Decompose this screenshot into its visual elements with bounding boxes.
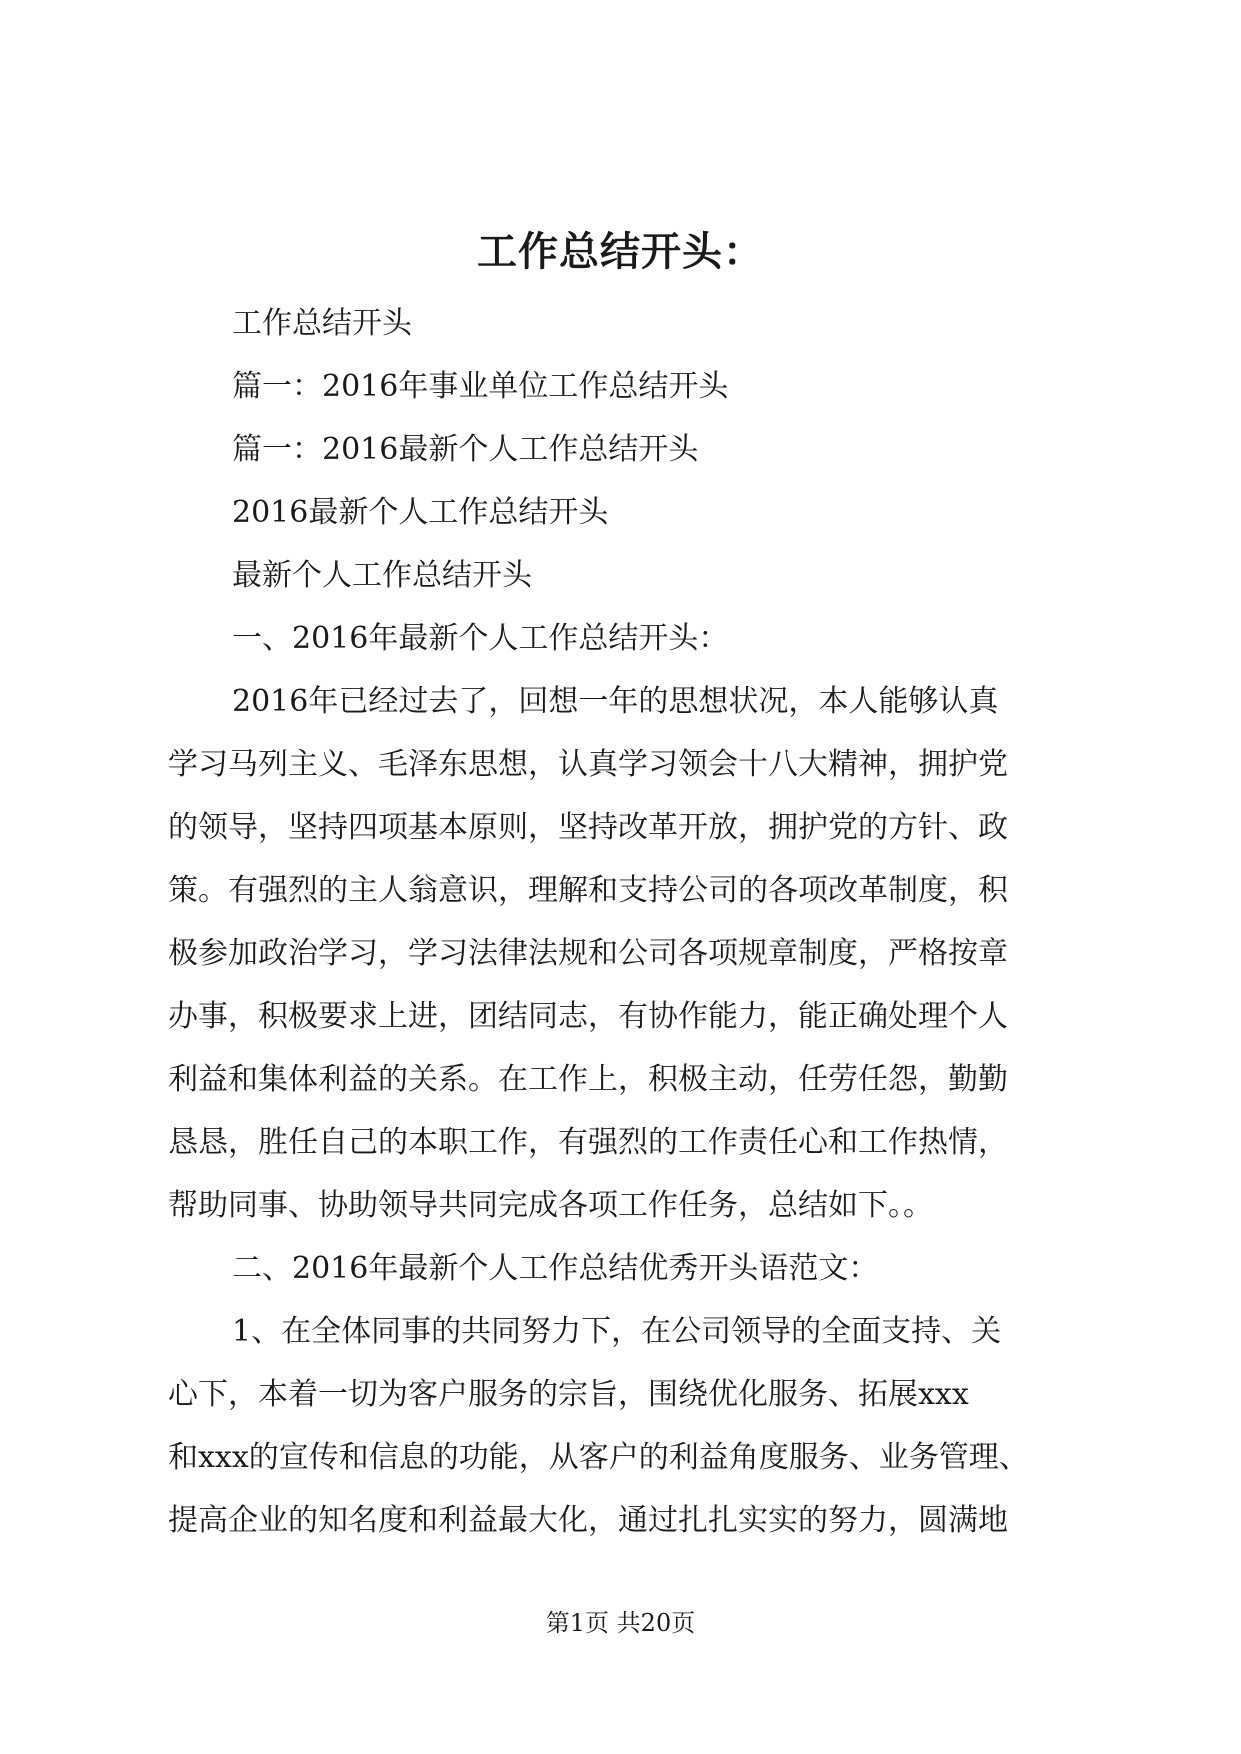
heading-line: 篇一：2016年事业单位工作总结开头 [232,369,729,404]
heading-line: 工作总结开头 [232,306,412,341]
paragraph-line: 策。有强烈的主人翁意识，理解和支持公司的各项改革制度，积 [168,873,1008,908]
paragraph-line: 极参加政治学习，学习法律法规和公司各项规章制度，严格按章 [168,936,1008,971]
paragraph-1 [168,670,1088,1237]
heading-line: 2016最新个人工作总结开头 [232,495,609,530]
paragraph-line: 办事，积极要求上进，团结同志，有协作能力，能正确处理个人 [168,999,1008,1034]
paragraph-line: 心下，本着一切为客户服务的宗旨，围绕优化服务、拓展xxx [168,1377,969,1412]
paragraph-line: 2016年已经过去了，回想一年的思想状况，本人能够认真 [232,684,999,719]
paragraph-line: 利益和集体利益的关系。在工作上，积极主动，任劳任怨，勤勤 [168,1062,1008,1097]
paragraph-line: 1、在全体同事的共同努力下，在公司领导的全面支持、关 [232,1314,1002,1349]
paragraph-line: 和xxx的宣传和信息的功能，从客户的利益角度服务、业务管理、 [168,1440,1029,1475]
document-title: 工作总结开头： [477,228,764,275]
page-number-footer: 第1页 共20页 [545,1609,696,1637]
section-heading-1: 一、2016年最新个人工作总结开头： [232,621,729,656]
heading-line: 最新个人工作总结开头 [232,558,532,593]
paragraph-line: 学习马列主义、毛泽东思想，认真学习领会十八大精神，拥护党 [168,747,1008,782]
paragraph-2 [168,1300,1088,1552]
document-body [168,292,1088,1552]
paragraph-line: 恳恳，胜任自己的本职工作，有强烈的工作责任心和工作热情， [168,1125,1008,1160]
paragraph-line: 的领导，坚持四项基本原则，坚持改革开放，拥护党的方针、政 [168,810,1008,845]
section-heading-2: 二、2016年最新个人工作总结优秀开头语范文： [232,1251,879,1286]
paragraph-line: 帮助同事、协助领导共同完成各项工作任务，总结如下。。 [168,1188,933,1223]
paragraph-line: 提高企业的知名度和利益最大化，通过扎扎实实的努力，圆满地 [168,1503,1008,1538]
heading-line: 篇一：2016最新个人工作总结开头 [232,432,699,467]
